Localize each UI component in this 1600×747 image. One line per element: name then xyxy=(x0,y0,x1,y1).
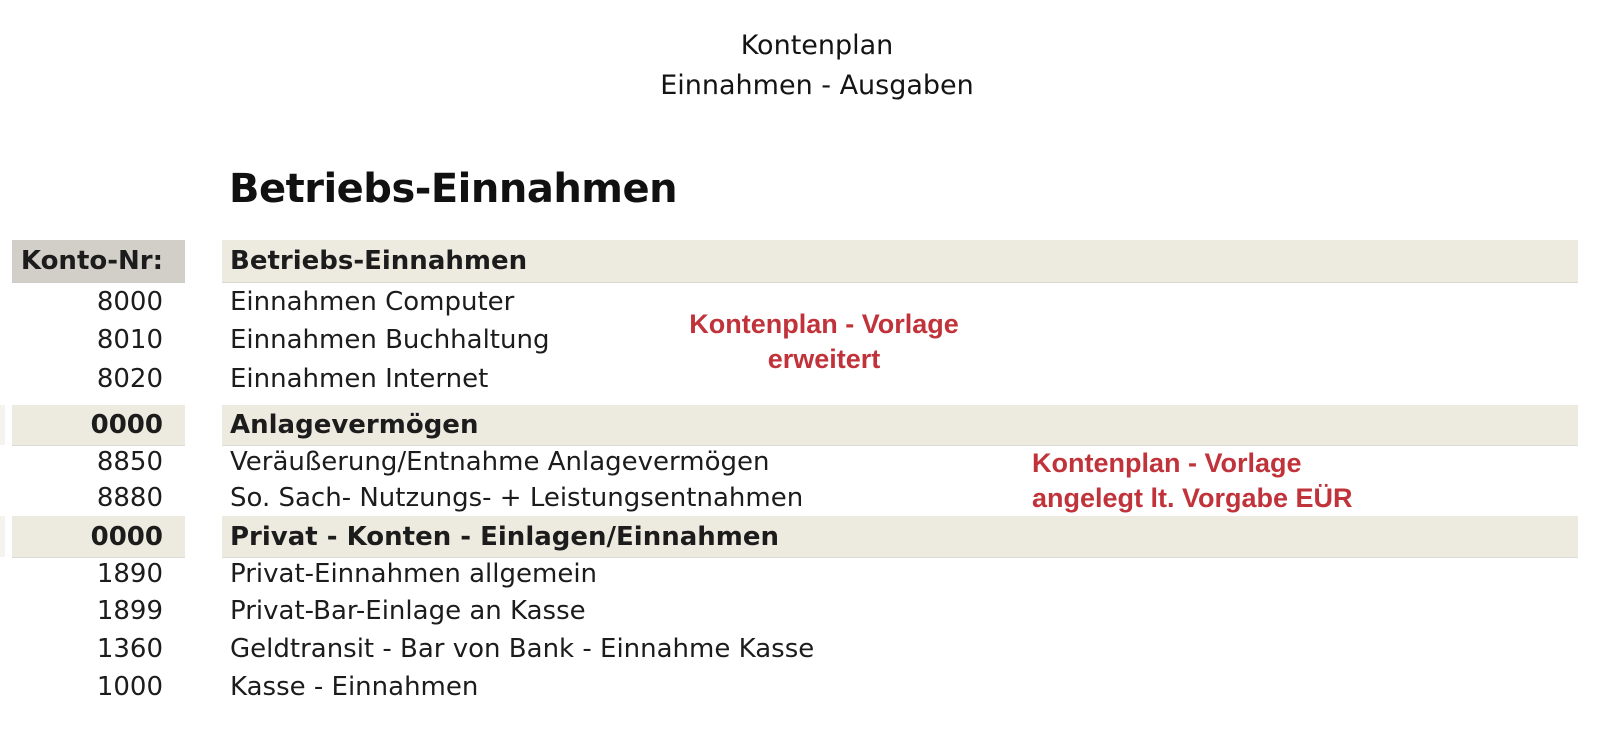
document-title-line1: Kontenplan xyxy=(740,30,894,61)
account-label-cell: Veräußerung/Entnahme Anlagevermögen xyxy=(230,446,770,477)
account-label-cell: Einnahmen Computer xyxy=(230,287,515,317)
table-row xyxy=(0,592,1600,630)
section-heading: Betriebs-Einnahmen xyxy=(229,166,678,212)
account-label-cell: Privat-Einnahmen allgemein xyxy=(230,558,598,589)
konto-nr-cell: 8000 xyxy=(96,287,163,317)
annotation-line1: Kontenplan - Vorlage xyxy=(689,309,959,339)
konto-nr-cell: 1899 xyxy=(96,596,163,626)
konto-nr-cell: 0000 xyxy=(12,405,185,445)
account-label-cell: Anlagevermögen xyxy=(222,405,1578,445)
account-label-cell: Geldtransit - Bar von Bank - Einnahme Kasse xyxy=(230,633,815,664)
account-label-cell: So. Sach- Nutzungs- + Leistungsentnahmen xyxy=(230,483,804,513)
account-label-cell: Privat-Bar-Einlage an Kasse xyxy=(230,596,586,626)
konto-nr-cell: 1000 xyxy=(96,672,163,702)
table-header-row xyxy=(0,240,1600,282)
account-group-header-cell: Betriebs-Einnahmen xyxy=(222,240,1578,282)
konto-nr-cell: 8020 xyxy=(96,364,163,394)
document-title-line2: Einnahmen - Ausgaben xyxy=(660,70,974,101)
konto-nr-cell: 1360 xyxy=(96,633,163,664)
annotation-line1: Kontenplan - Vorlage xyxy=(1032,448,1302,478)
table-row xyxy=(0,555,1600,592)
table-row xyxy=(0,480,1600,516)
table-row xyxy=(0,668,1600,706)
table-section-row xyxy=(0,516,1600,557)
table-row xyxy=(0,630,1600,667)
annotation-vorlage-angelegt xyxy=(1032,446,1353,516)
konto-nr-cell: 8880 xyxy=(96,483,163,513)
annotation-line2: erweitert xyxy=(767,344,881,374)
konto-nr-header-cell: Konto-Nr: xyxy=(12,240,185,282)
annotation-line2: angelegt lt. Vorgabe EÜR xyxy=(1032,483,1353,513)
annotation-vorlage-erweitert xyxy=(689,307,959,377)
konto-nr-cell: 8010 xyxy=(96,325,163,355)
table-row xyxy=(0,443,1600,480)
konto-nr-cell: 0000 xyxy=(12,516,185,557)
konto-nr-cell: 1890 xyxy=(96,558,163,589)
account-label-cell: Einnahmen Internet xyxy=(230,364,489,394)
table-section-row xyxy=(0,405,1600,445)
account-label-cell: Kasse - Einnahmen xyxy=(230,672,479,702)
document-title xyxy=(660,26,974,106)
account-label-cell: Privat - Konten - Einlagen/Einnahmen xyxy=(222,516,1578,557)
account-label-cell: Einnahmen Buchhaltung xyxy=(230,325,550,355)
konto-nr-cell: 8850 xyxy=(96,446,163,477)
